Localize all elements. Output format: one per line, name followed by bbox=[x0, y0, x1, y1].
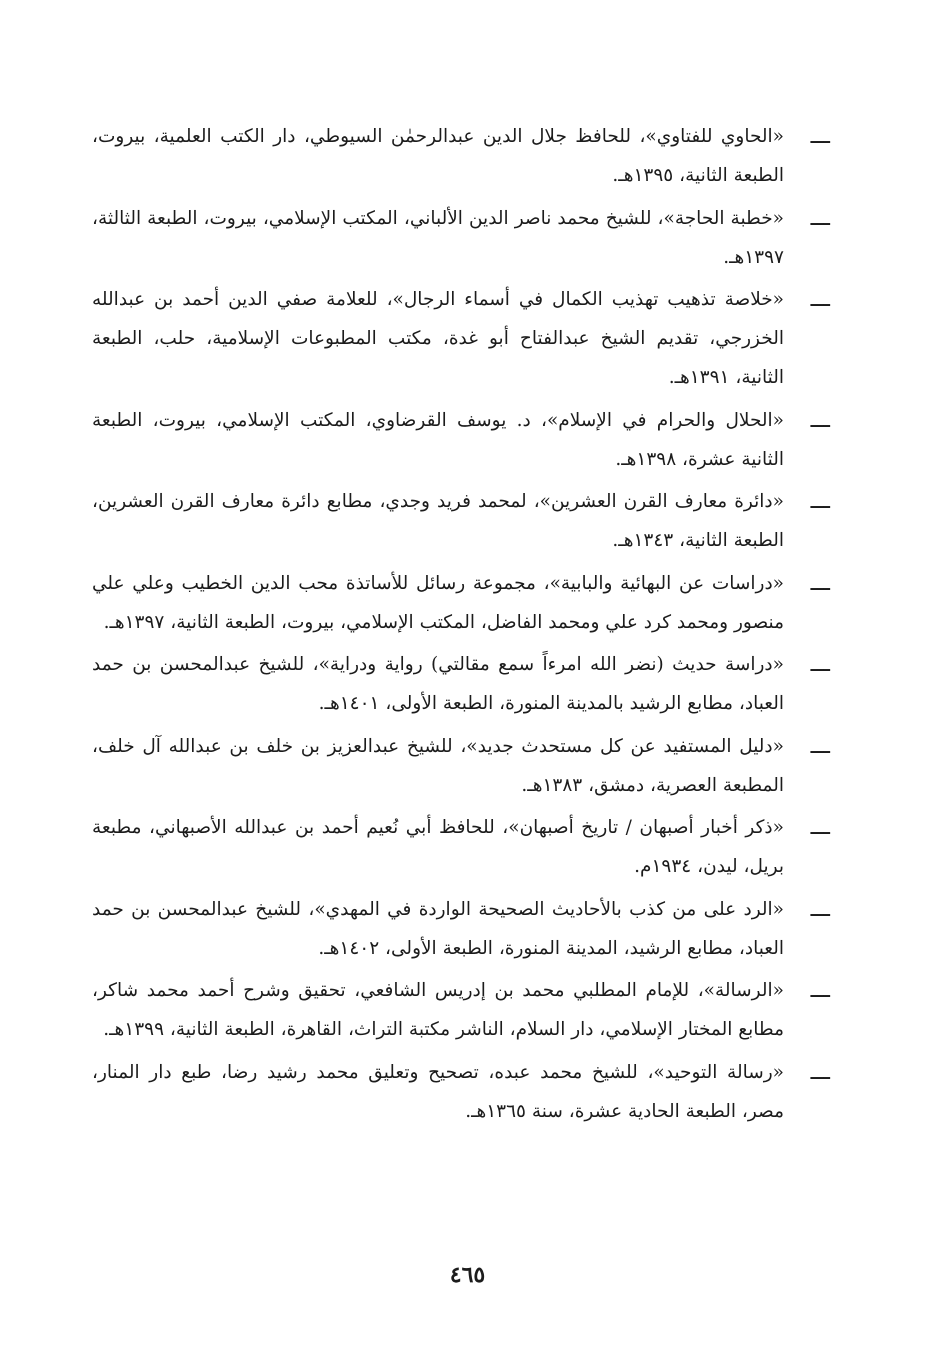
entry-dash: ـــ bbox=[810, 570, 830, 596]
bibliography-entry bbox=[92, 1053, 830, 1131]
entry-text: «دائرة معارف القرن العشرين»، لمحمد فريد وجدي، مطابع دائرة معارف القرن العشرين، الطبعة الثانية، ١٣٤٣هـ. bbox=[92, 491, 784, 551]
bibliography-entry bbox=[92, 199, 830, 277]
bibliography-entry bbox=[92, 280, 830, 397]
entry-dash: ـــ bbox=[810, 1059, 830, 1085]
bibliography-entry bbox=[92, 808, 830, 886]
entry-dash: ـــ bbox=[810, 733, 830, 759]
entry-text: «دراسات عن البهائية والبابية»، مجموعة رسائل للأساتذة محب الدين الخطيب وعلي علي منصور ومحمد كرد علي ومحمد الفاضل، المكتب الإسلامي، بيروت، الطبعة الثانية، ١٣٩٧هـ. bbox=[92, 572, 784, 633]
entry-text: «دليل المستفيد عن كل مستحدث جديد»، للشيخ عبدالعزيز بن خلف بن عبدالله آل خلف، المطبعة العصرية، دمشق، ١٣٨٣هـ. bbox=[92, 735, 784, 796]
entry-text: «ذكر أخبار أصبهان / تاريخ أصبهان»، للحافظ أبي نُعيم أحمد بن عبدالله الأصبهاني، مطبعة بريل، ليدن، ١٩٣٤م. bbox=[92, 817, 784, 877]
bibliography-entry bbox=[92, 401, 830, 479]
bibliography-entry bbox=[92, 890, 830, 968]
entry-text: «خطبة الحاجة»، للشيخ محمد ناصر الدين الألباني، المكتب الإسلامي، بيروت، الطبعة الثالثة، ١٣٩٧هـ. bbox=[92, 207, 784, 268]
entry-dash: ـــ bbox=[810, 489, 830, 514]
bibliography-list bbox=[92, 117, 830, 1134]
page-number: ٤٦٥ bbox=[449, 1262, 486, 1288]
entry-text: «الحلال والحرام في الإسلام»، د. يوسف القرضاوي، المكتب الإسلامي، بيروت، الطبعة الثانية عشرة، ١٣٩٨هـ. bbox=[92, 409, 784, 470]
entry-dash: ـــ bbox=[810, 287, 830, 312]
entry-text: «الحاوي للفتاوي»، للحافظ جلال الدين عبدالرحمٰن السيوطي، دار الكتب العلمية، بيروت، الطبعة الثانية، ١٣٩٥هـ. bbox=[92, 126, 784, 186]
bibliography-entry bbox=[92, 727, 830, 805]
entry-dash: ـــ bbox=[810, 205, 830, 231]
bibliography-entry bbox=[92, 645, 830, 723]
entry-dash: ـــ bbox=[810, 407, 830, 433]
entry-dash: ـــ bbox=[810, 896, 830, 922]
entry-dash: ـــ bbox=[810, 124, 830, 149]
bibliography-entry bbox=[92, 117, 830, 195]
entry-text: «خلاصة تذهيب تهذيب الكمال في أسماء الرجال»، للعلامة صفي الدين أحمد بن عبدالله الخزرجي، تقديم الشيخ عبدالفتاح أبو غدة، مكتب المطبوعات الإسلامية، حلب، الطبعة الثانية، ١٣٩١هـ. bbox=[92, 289, 784, 388]
bibliography-entry bbox=[92, 482, 830, 560]
entry-dash: ـــ bbox=[810, 978, 830, 1003]
entry-text: «الرسالة»، للإمام المطلبي محمد بن إدريس الشافعي، تحقيق وشرح أحمد محمد شاكر، مطابع المختار الإسلامي، دار السلام، الناشر مكتبة التراث، القاهرة، الطبعة الثانية، ١٣٩٩هـ. bbox=[92, 980, 784, 1040]
entry-text: «دراسة حديث (نضر الله امرءاً سمع مقالتي) رواية ودراية»، للشيخ عبدالمحسن بن حمد العباد، مطابع الرشيد بالمدينة المنورة، الطبعة الأولى، ١٤٠١هـ. bbox=[92, 654, 784, 714]
bibliography-entry bbox=[92, 564, 830, 642]
entry-dash: ـــ bbox=[810, 652, 830, 677]
entry-text: «رسالة التوحيد»، للشيخ محمد عبده، تصحيح وتعليق محمد رشيد رضا، طبع دار المنار، مصر، الطبعة الحادية عشرة، سنة ١٣٦٥هـ. bbox=[92, 1061, 784, 1122]
entry-dash: ـــ bbox=[810, 815, 830, 840]
entry-text: «الرد على من كذب بالأحاديث الصحيحة الواردة في المهدي»، للشيخ عبدالمحسن بن حمد العباد، مطابع الرشيد، المدينة المنورة، الطبعة الأولى، ١٤٠٢هـ. bbox=[92, 898, 784, 959]
bibliography-entry bbox=[92, 971, 830, 1049]
